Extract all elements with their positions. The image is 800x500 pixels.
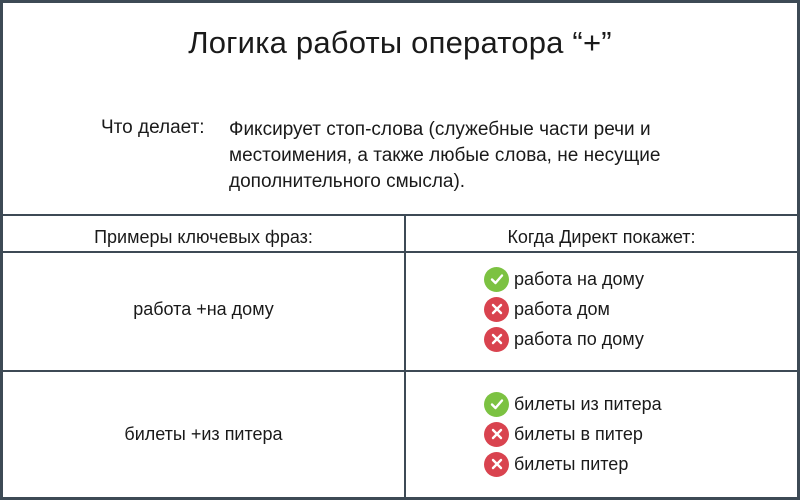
result-text: работа по дому (514, 328, 644, 349)
result-item (484, 389, 662, 419)
result-item (484, 419, 662, 449)
result-text: работа дом (514, 298, 610, 319)
column-header-results: Когда Директ покажет: (507, 227, 696, 247)
table-row-divider (3, 370, 797, 372)
cross-icon (484, 452, 509, 477)
result-text: билеты из питера (514, 393, 662, 414)
description-line: дополнительного смысла). (229, 171, 466, 192)
table-header-divider (3, 251, 797, 253)
result-text: работа на дому (514, 268, 645, 289)
cross-icon (484, 422, 509, 447)
cross-icon (484, 297, 509, 322)
keyword-phrase: билеты +из питера (124, 424, 283, 444)
check-icon (484, 392, 509, 417)
table-column-divider (404, 216, 406, 498)
result-item (484, 294, 644, 324)
description-line: Фиксирует стоп-слова (служебные части речи и (229, 119, 651, 140)
result-item (484, 264, 644, 294)
result-item (484, 324, 644, 354)
description-text (229, 117, 749, 195)
result-item (484, 449, 662, 479)
results-list (484, 264, 644, 354)
check-icon (484, 267, 509, 292)
column-header-phrases: Примеры ключевых фраз: (94, 227, 313, 247)
description-line: местоимения, а также любые слова, не несущие (229, 145, 661, 166)
cross-icon (484, 327, 509, 352)
description-label: Что делает: (101, 117, 205, 138)
result-text: билеты в питер (514, 423, 643, 444)
result-text: билеты питер (514, 453, 629, 474)
slide-title: Логика работы оператора “+” (188, 25, 612, 60)
keyword-phrase: работа +на дому (133, 299, 274, 319)
results-list (484, 389, 662, 479)
table-top-divider (3, 214, 797, 216)
